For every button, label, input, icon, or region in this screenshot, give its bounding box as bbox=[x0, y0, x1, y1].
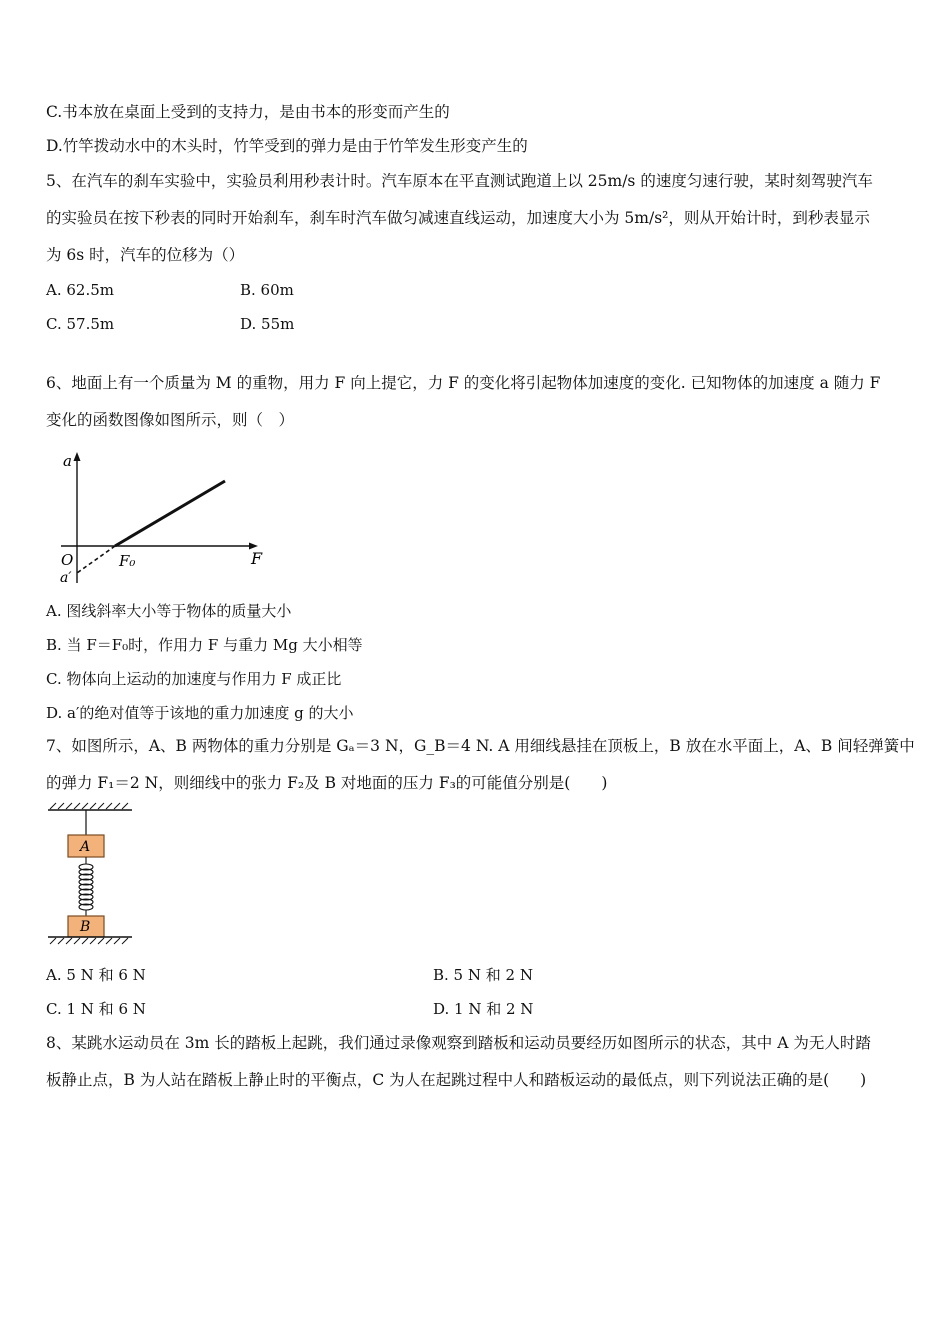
q6-stem-line1: 6、地面上有一个质量为 M 的重物，用力 F 向上提它，力 F 的变化将引起物体加速度的变化. 已知物体的加速度 a 随力 F bbox=[46, 374, 881, 392]
ceiling-hatch bbox=[50, 803, 128, 809]
q6-option-b: B. 当 F＝F₀时，作用力 F 与重力 Mg 大小相等 bbox=[46, 636, 363, 654]
q5-option-d: D. 55m bbox=[240, 315, 295, 333]
q5-stem-line3: 为 6s 时，汽车的位移为（） bbox=[46, 246, 245, 264]
q7-stem-line1: 7、如图所示，A、B 两物体的重力分别是 Gₐ＝3 N，G_B＝4 N. A 用细线悬挂在顶板上，B 放在水平面上，A、B 间轻弹簧中 bbox=[46, 737, 915, 755]
graph-line bbox=[115, 481, 225, 546]
q8-stem-line1: 8、某跳水运动员在 3m 长的踏板上起跳，我们通过录像观察到踏板和运动员要经历如图所示的状态，其中 A 为无人时踏 bbox=[46, 1034, 871, 1052]
q5-stem-line2: 的实验员在按下秒表的同时开始刹车，刹车时汽车做匀减速直线运动，加速度大小为 5m/s²，则从开始计时，到秒表显示 bbox=[46, 209, 870, 227]
y-axis-label: a bbox=[63, 452, 72, 470]
q7-stem-line2: 的弹力 F₁＝2 N，则细线中的张力 F₂及 B 对地面的压力 F₃的可能值分别是( ) bbox=[46, 774, 608, 792]
a-prime-label: a′ bbox=[60, 570, 72, 586]
q5-option-b: B. 60m bbox=[240, 281, 294, 299]
q5-option-c: C. 57.5m bbox=[46, 315, 115, 333]
q6-stem-line2: 变化的函数图像如图所示，则（ ） bbox=[46, 411, 295, 429]
q7-option-a: A. 5 N 和 6 N bbox=[46, 966, 146, 984]
spring bbox=[79, 857, 93, 916]
q7-spring-figure bbox=[44, 800, 136, 948]
q4-option-c: C.书本放在桌面上受到的支持力，是由书本的形变而产生的 bbox=[46, 103, 450, 121]
q8-stem-line2: 板静止点，B 为人站在踏板上静止时的平衡点，C 为人在起跳过程中人和踏板运动的最低点，则下列说法正确的是( ) bbox=[46, 1071, 867, 1089]
q6-graph bbox=[55, 448, 270, 590]
q7-option-d: D. 1 N 和 2 N bbox=[433, 1000, 534, 1018]
q4-option-d: D.竹竿拨动水中的木头时，竹竿受到的弹力是由于竹竿发生形变产生的 bbox=[46, 137, 528, 155]
block-b-label: B bbox=[80, 919, 91, 935]
q6-option-c: C. 物体向上运动的加速度与作用力 F 成正比 bbox=[46, 670, 342, 688]
x-axis-label: F bbox=[251, 549, 263, 568]
q6-option-a: A. 图线斜率大小等于物体的质量大小 bbox=[46, 602, 292, 620]
y-axis-arrow bbox=[74, 452, 81, 461]
graph-dashed-extension bbox=[77, 546, 115, 573]
q7-option-b: B. 5 N 和 2 N bbox=[433, 966, 533, 984]
block-a-label: A bbox=[80, 839, 91, 855]
q7-option-c: C. 1 N 和 6 N bbox=[46, 1000, 146, 1018]
q5-stem-line1: 5、在汽车的刹车实验中，实验员利用秒表计时。汽车原本在平直测试跑道上以 25m/s 的速度匀速行驶，某时刻驾驶汽车 bbox=[46, 172, 873, 190]
ground-hatch bbox=[50, 938, 128, 944]
q6-option-d: D. a′的绝对值等于该地的重力加速度 g 的大小 bbox=[46, 704, 354, 722]
f0-label: F₀ bbox=[119, 552, 136, 570]
q5-option-a: A. 62.5m bbox=[46, 281, 114, 299]
origin-label: O bbox=[61, 551, 74, 569]
